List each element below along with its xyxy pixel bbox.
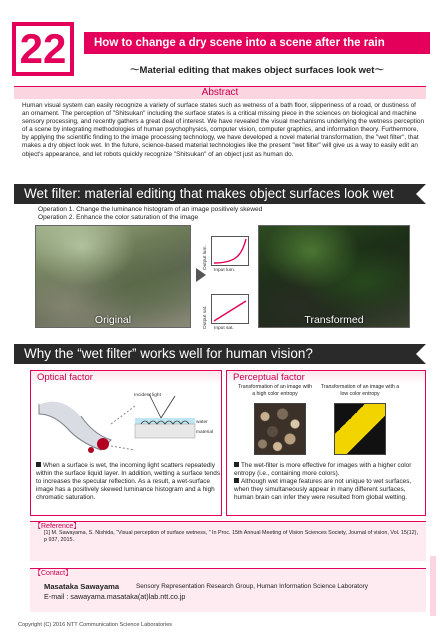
reference-text: [1] M. Sawayama, S. Nishida, “Visual perception of surface wetness, ” In Proc. 15th Annual Meeting of Vision Sciences Society, Journal of vision, Vol. 15(12), p 937, 2015. bbox=[44, 530, 418, 543]
bullet-icon bbox=[36, 462, 41, 467]
reference-heading: 【Reference】 bbox=[34, 523, 81, 530]
luminance-curve-ylabel: Output lum. bbox=[203, 245, 208, 270]
material-label: material bbox=[196, 430, 214, 435]
contact-heading: 【Contact】 bbox=[34, 570, 73, 577]
contact-email: E-mail : sawayama.masataka(at)lab.ntt.co.jp bbox=[44, 592, 186, 601]
transformed-photo bbox=[258, 225, 410, 328]
perceptual-bullet-1-text: The wet-filter is more effective for images with a higher color entropy (i.e., containing more colors). bbox=[234, 462, 412, 477]
optical-factor-text bbox=[36, 462, 220, 502]
water-label: water bbox=[196, 420, 208, 425]
saturation-curve-xlabel: Input sat. bbox=[214, 326, 234, 331]
bullet-icon bbox=[234, 478, 239, 483]
bullet-icon bbox=[234, 462, 239, 467]
original-photo bbox=[35, 225, 191, 328]
optical-factor-title: Optical factor bbox=[31, 371, 221, 384]
wet-glass-diagram bbox=[31, 384, 221, 454]
luminance-curve bbox=[211, 236, 249, 266]
saturation-curve-ylabel: Output sat. bbox=[203, 305, 208, 329]
section-why-heading: Why the “wet filter” works well for human vision? bbox=[14, 344, 426, 364]
optical-factor-body: When a surface is wet, the incoming light scatters repeatedly within the surface liquid layer. In addition, wetting a surface tends to increases the specular reflection. As a result, a wet-surface image has a positively skewed luminance histogram and a high chromatic saturation. bbox=[36, 462, 221, 501]
perceptual-factor-text bbox=[234, 462, 424, 502]
incident-light-label: Incident light bbox=[134, 393, 161, 398]
abstract-text: Human visual system can easily recognize a variety of surface states such as wetness of a bath floor, slipperiness of a road, or dustiness of an ornament. The perception of "Shitsukan" including the surface states is a critical missing piece in the sciences on biological and machine sensory processing, and recently gathers a great deal of interest. We have revealed the visual mechanisms underlying the wetness perception of a scene by integrating methodologies of human psychophysics, computer vision, computer graphics, and information theory. Furthermore, by applying the scientific finding to the image processing technology, we have developed a novel material transformation, the "wet filter", that makes a dry object look wet. In the future, science-based material technologies like the present "wet filter" will give us a way to easily edit an object's appearance, and let robots quickly recognize "Shitsukan" of an object just as human do. bbox=[22, 102, 425, 158]
high-entropy-caption: Transformation of an image with a high color entropy bbox=[238, 384, 312, 397]
perceptual-bullet-2-text: Although wet image features are not unique to wet surfaces, when they simultaneously appear in many different surfaces, human brain can infer they were resulted from global wetting. bbox=[234, 478, 412, 501]
perceptual-factor-title: Perceptual factor bbox=[227, 371, 425, 384]
original-label: Original bbox=[94, 314, 132, 326]
poster-subtitle: ～Material editing that makes object surfaces look wet～ bbox=[130, 65, 384, 76]
transformed-label: Transformed bbox=[304, 314, 364, 326]
poster-number: 22 bbox=[12, 22, 74, 76]
perceptual-bullet-1 bbox=[234, 462, 424, 478]
section-wet-filter-heading: Wet filter: material editing that makes object surfaces look wet bbox=[14, 184, 426, 204]
abstract-heading: Abstract bbox=[14, 86, 426, 99]
operation-2-text: Operation 2. Enhance the color saturation of the image bbox=[38, 214, 199, 221]
pebbles-image bbox=[254, 403, 306, 455]
copyright-footer: Copyright (C) 2016 NTT Communication Science Laboratories bbox=[18, 622, 173, 628]
operation-1-text: Operation 1. Change the luminance histogram of an image positively skewed bbox=[38, 206, 263, 213]
contact-name: Masataka Sawayama bbox=[44, 582, 120, 591]
perceptual-bullet-2 bbox=[234, 478, 424, 502]
transform-arrow-icon bbox=[196, 268, 206, 282]
saturation-curve bbox=[211, 294, 249, 324]
decorative-strip bbox=[430, 556, 436, 616]
luminance-curve-graph bbox=[212, 237, 248, 265]
poster-title: How to change a dry scene into a scene after the rain bbox=[84, 32, 430, 54]
luminance-curve-xlabel: Input lum. bbox=[214, 268, 236, 273]
stripes-image bbox=[334, 403, 386, 455]
low-entropy-caption: Transformation of an image with a low color entropy bbox=[320, 384, 400, 397]
saturation-curve-graph bbox=[212, 295, 248, 323]
contact-affiliation: Sensory Representation Research Group, Human Information Science Laboratory bbox=[136, 583, 368, 590]
